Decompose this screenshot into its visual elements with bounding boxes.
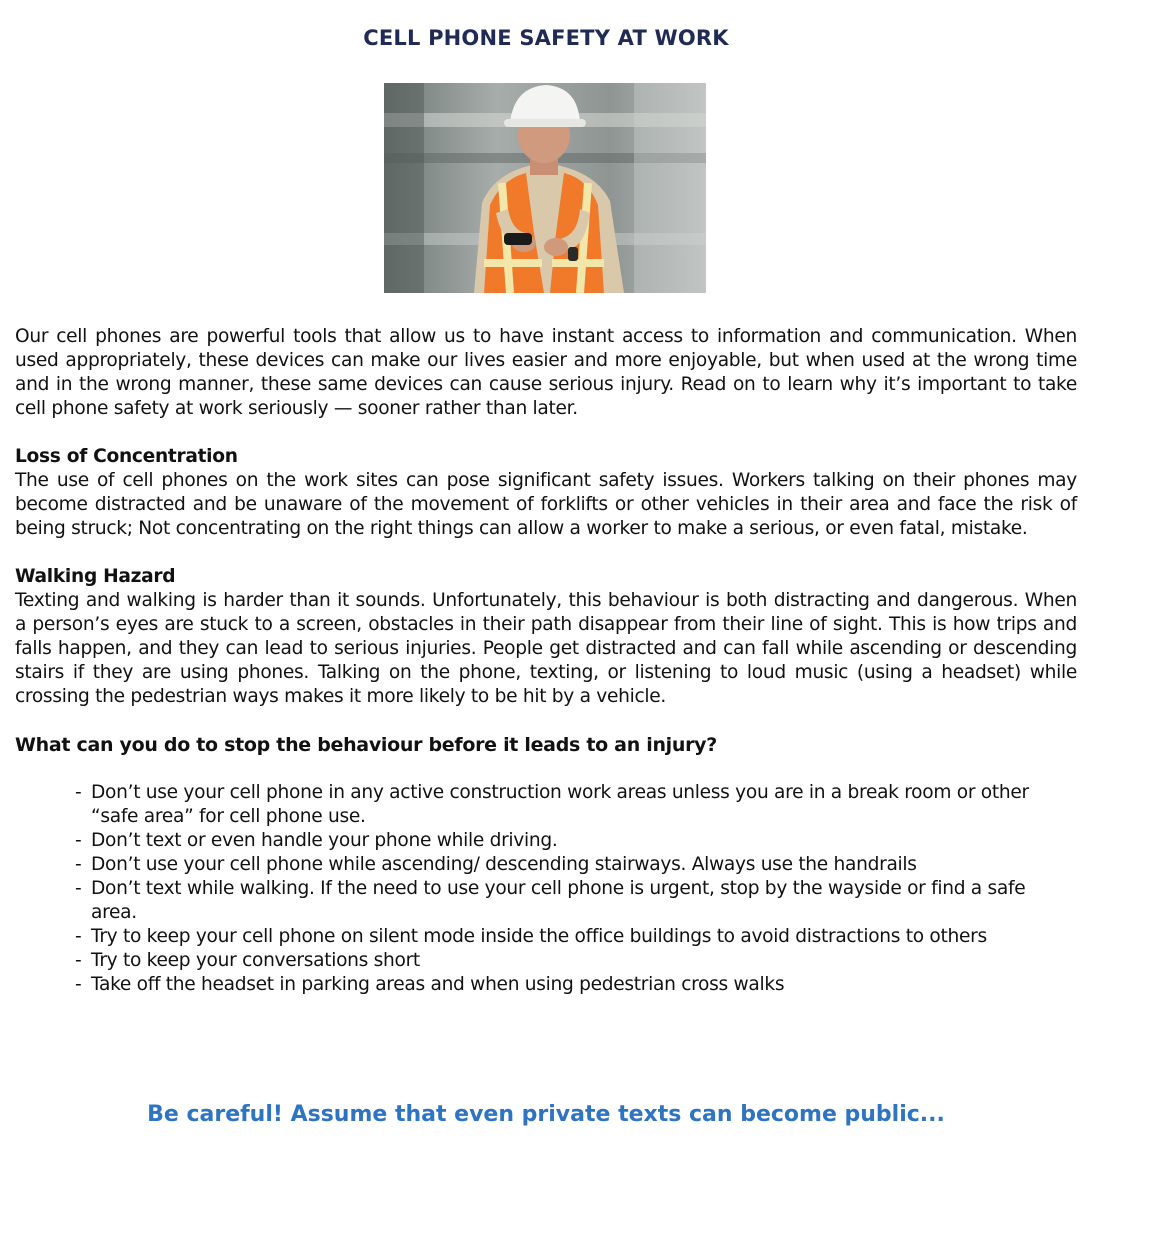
dash-marker: -: [75, 974, 82, 995]
worker-with-phone-photo: [384, 83, 706, 293]
list-item-text: Take off the headset in parking areas and when using pedestrian cross walks: [91, 974, 785, 995]
closing-message: Be careful! Assume that even private texts can become public...: [147, 1102, 945, 1127]
list-item: [75, 949, 1065, 973]
dash-marker: -: [75, 926, 82, 947]
section-body-walking: Texting and walking is harder than it sounds. Unfortunately, this behaviour is both distracting and dangerous. When a person’s eyes are stuck to a screen, obstacles in their path disappear from their line of sight. This is how trips and falls happen, and they can lead to serious injuries. People get distracted and can fall while ascending or descending stairs if they are using phones. Talking on the phone, texting, or listening to loud music (using a headset) while crossing the pedestrian ways makes it more likely to be hit by a vehicle.: [15, 590, 1077, 707]
list-item: [75, 781, 1065, 829]
section-heading-concentration: Loss of Concentration: [15, 446, 238, 467]
list-item-text: Try to keep your conversations short: [91, 950, 420, 971]
dash-marker: -: [75, 854, 82, 875]
list-item-text: Don’t text or even handle your phone while driving.: [91, 830, 558, 851]
bullet-list: [15, 781, 1065, 997]
list-item: [75, 829, 1065, 853]
document-body: [15, 325, 1077, 997]
intro-paragraph: Our cell phones are powerful tools that allow us to have instant access to information and communication. When used appropriately, these devices can make our lives easier and more enjoyable, but when used at the wrong time and in the wrong manner, these same devices can cause serious injury. Read on to learn why it’s important to take cell phone safety at work seriously — sooner rather than later.: [15, 326, 1077, 419]
list-item-text: Don’t text while walking. If the need to use your cell phone is urgent, stop by the wayside or find a safe area.: [91, 878, 1026, 923]
list-item: [75, 853, 1065, 877]
dash-marker: -: [75, 878, 82, 899]
dash-marker: -: [75, 830, 82, 851]
section-body-concentration: The use of cell phones on the work sites can pose significant safety issues. Workers talking on their phones may become distracted and be unaware of the movement of forklifts or other vehicles in their area and face the risk of being struck; Not concentrating on the right things can allow a worker to make a serious, or even fatal, mistake.: [15, 470, 1077, 539]
list-item-text: Don’t use your cell phone while ascending/ descending stairways. Always use the handrails: [91, 854, 917, 875]
list-item: [75, 877, 1065, 925]
section-heading-walking: Walking Hazard: [15, 566, 176, 587]
dash-marker: -: [75, 782, 82, 803]
question-heading: What can you do to stop the behaviour before it leads to an injury?: [15, 734, 717, 756]
dash-marker: -: [75, 950, 82, 971]
list-item: [75, 973, 1065, 997]
page-title: CELL PHONE SAFETY AT WORK: [363, 26, 729, 50]
list-item-text: Try to keep your cell phone on silent mode inside the office buildings to avoid distractions to others: [91, 926, 987, 947]
list-item-text: Don’t use your cell phone in any active construction work areas unless you are in a break room or other “safe area” for cell phone use.: [91, 782, 1029, 827]
list-item: [75, 925, 1065, 949]
